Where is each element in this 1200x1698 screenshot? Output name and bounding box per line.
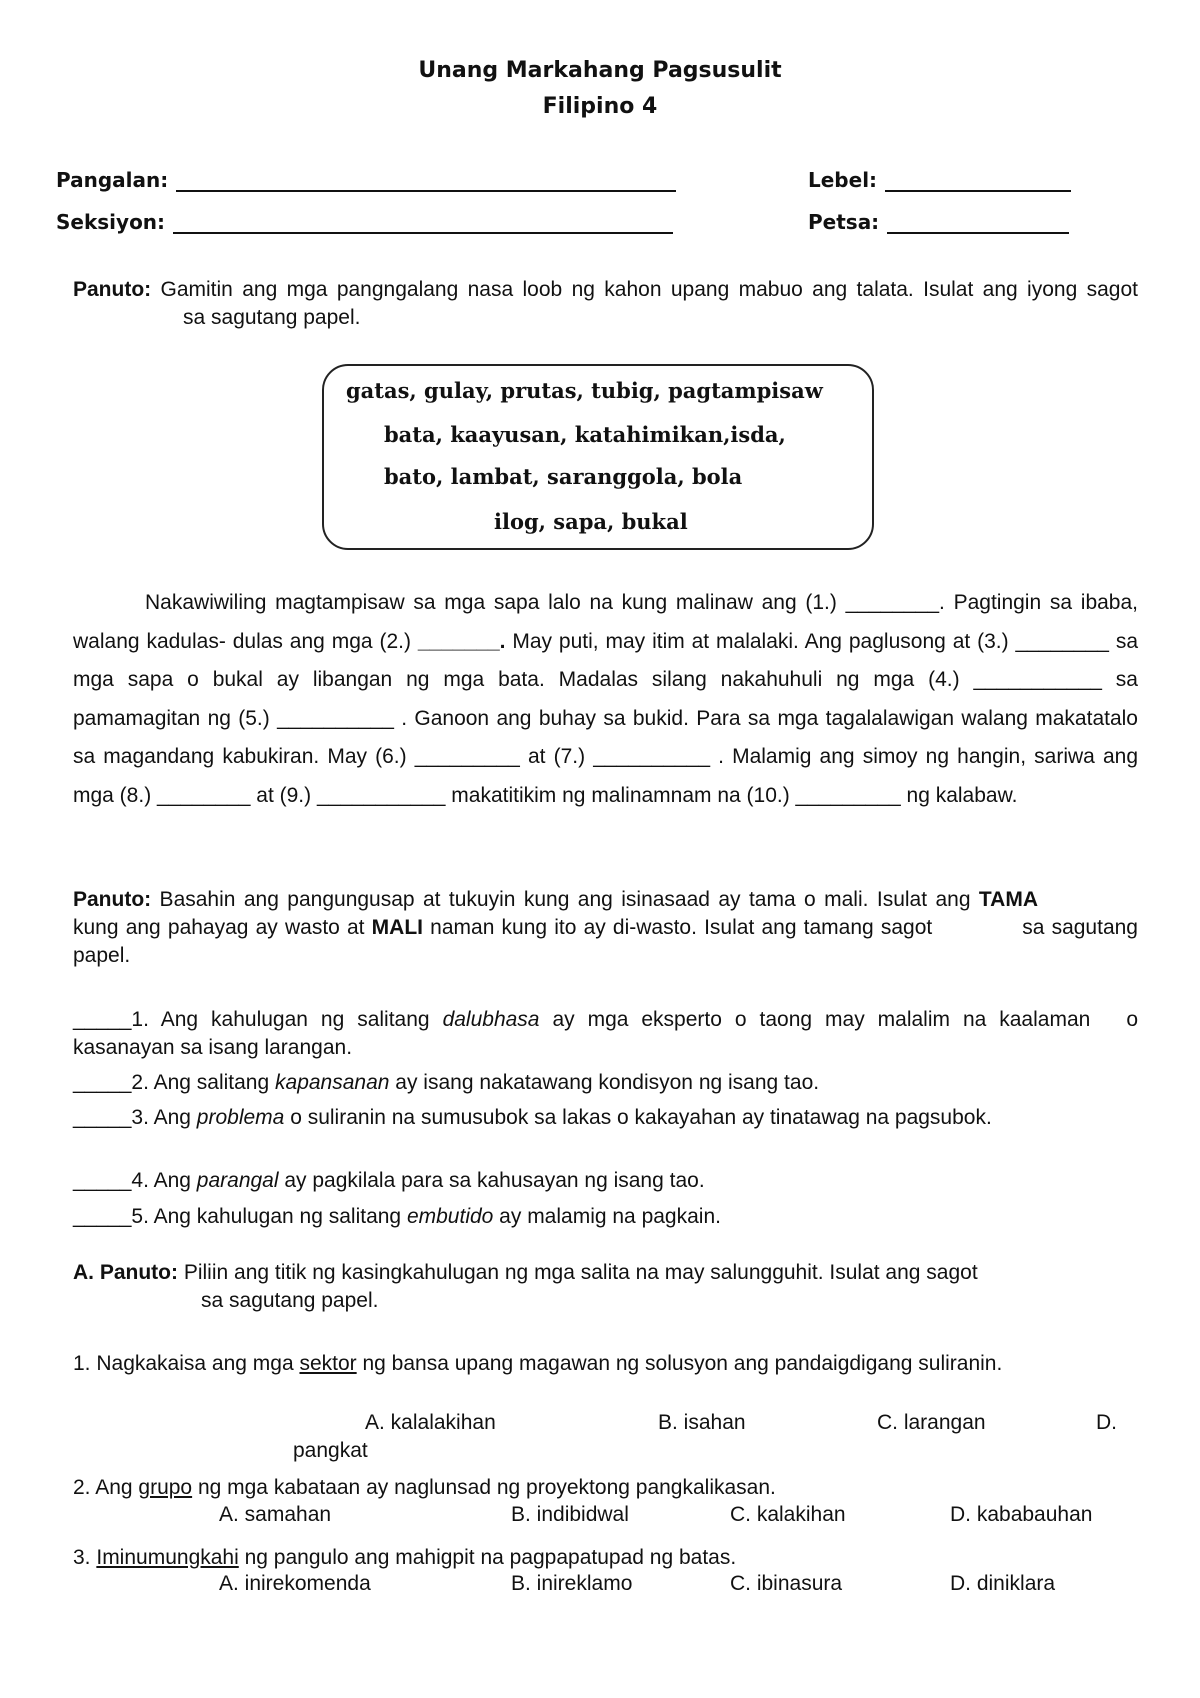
tf-prefix: _____4. Ang (73, 1169, 197, 1192)
mc-3-choice-b[interactable]: B. inireklamo (511, 1572, 633, 1595)
mc-1-choice-d-text[interactable]: pangkat (293, 1439, 368, 1462)
instruction-2 (73, 886, 1138, 970)
tf-item-2 (73, 1069, 1138, 1097)
tama-keyword: TAMA (978, 888, 1038, 911)
instruction-3-text-a: Piliin ang titik ng kasingkahulugan ng mga salita na may salungguhit. Isulat ang sagot (178, 1261, 978, 1284)
tf-item-3 (73, 1104, 1138, 1132)
tf-term: parangal (196, 1169, 279, 1192)
mc-1-choice-b[interactable]: B. isahan (658, 1411, 746, 1434)
instruction-1-text-b: sa sagutang papel. (183, 306, 361, 329)
tf-term: dalubhasa (442, 1008, 540, 1031)
mc-prefix: 2. Ang (73, 1476, 139, 1499)
tf-prefix: _____2. Ang salitang (73, 1071, 276, 1094)
date-line[interactable] (887, 212, 1069, 234)
mc-1-choice-a[interactable]: A. kalalakihan (365, 1411, 496, 1434)
tf-prefix: _____5. Ang kahulugan ng salitang (73, 1205, 407, 1228)
mc-suffix: ng bansa upang magawan ng solusyon ang pandaigdigang suliranin. (356, 1352, 1003, 1375)
mc-item-3 (73, 1544, 1138, 1572)
mc-3-choice-a[interactable]: A. inirekomenda (219, 1572, 371, 1595)
mc-prefix: 3. (73, 1546, 97, 1569)
word-box-line: bata, kaayusan, katahimikan,isda, (384, 422, 786, 447)
tf-prefix: _____1. Ang kahulugan ng salitang (73, 1008, 443, 1031)
word-box (322, 364, 874, 550)
mali-keyword: MALI (371, 916, 423, 939)
mc-term: grupo (138, 1476, 193, 1499)
tf-suffix: ay mga eksperto o taong may malalim na kaalaman (539, 1008, 1091, 1031)
tf-item-1 (73, 1006, 1138, 1062)
instruction-2-text-a: Basahin ang pangungusap at tukuyin kung ang isinasaad ay tama o mali. Isulat ang (151, 888, 979, 911)
mc-item-1 (73, 1350, 1138, 1378)
mc-suffix: ng mga kabataan ay naglunsad ng proyektong pangkalikasan. (192, 1476, 776, 1499)
instruction-2-label: Panuto: (73, 888, 152, 911)
tf-item-5 (73, 1203, 1138, 1231)
instruction-1 (73, 276, 1138, 332)
instruction-2-text-c: naman kung ito ay di-wasto. Isulat ang tamang sagot (423, 916, 933, 939)
section-line[interactable] (173, 212, 673, 234)
section-label: Seksiyon: (56, 210, 166, 234)
mc-3-choice-d[interactable]: D. diniklara (950, 1572, 1056, 1595)
tf-suffix: ay isang nakatawang kondisyon ng isang tao. (389, 1071, 820, 1094)
mc-suffix: ng pangulo ang mahigpit na pagpapatupad ng batas. (238, 1546, 737, 1569)
mc-item-2 (73, 1474, 1138, 1502)
paragraph-part-1: Nakawiwiling magtampisaw sa mga sapa lalo na kung malinaw ang (1.) ________. Pagtingin sa ibaba, walang kadulas- dulas ang mga (2.) (73, 591, 1138, 653)
tf-term: embutido (406, 1205, 494, 1228)
mc-2-choice-b[interactable]: B. indibidwal (511, 1503, 629, 1526)
exam-subject: Filipino 4 (542, 94, 658, 119)
tf-prefix: _____3. Ang (73, 1106, 197, 1129)
name-label: Pangalan: (56, 168, 169, 192)
level-field (808, 168, 1071, 192)
cloze-paragraph (73, 584, 1138, 815)
word-box-line: bato, lambat, saranggola, bola (384, 464, 743, 489)
tf-term: problema (196, 1106, 285, 1129)
instruction-3-label: A. Panuto: (73, 1261, 178, 1284)
mc-prefix: 1. Nagkakaisa ang mga (73, 1352, 300, 1375)
mc-term: Iminumungkahi (96, 1546, 239, 1569)
tf-item-4 (73, 1167, 1138, 1195)
instruction-1-label: Panuto: (73, 278, 152, 301)
tf-suffix: o suliranin na sumusubok sa lakas o kakayahan ay tinatawag na pagsubok. (284, 1106, 992, 1129)
blank-2: _______. (417, 629, 506, 653)
level-label: Lebel: (808, 168, 878, 192)
instruction-2-text-d: sa sagutang papel. (73, 916, 1138, 967)
name-field (56, 168, 676, 192)
mc-2-choice-c[interactable]: C. kalakihan (730, 1503, 846, 1526)
word-box-line: gatas, gulay, prutas, tubig, pagtampisaw (346, 378, 823, 403)
paragraph-part-2: May puti, may itim at malalaki. Ang paglusong at (3.) ________ sa mga sapa o bukal ay libangan ng mga bata. Madalas silang nakahuhuli ng mga (4.) ___________ sa pamamagitan ng (5.) __________ . Ganoon ang buhay sa bukid. Para sa mga tagalalawigan walang makatatalo sa magandang kabukiran. May (6.) _________ at (7.) __________ . Malamig ang simoy ng hangin, sariwa ang mga (8.) ________ at (9.) ___________ makatitikim ng malinamnam na (10.) _________ ng kalabaw. (73, 629, 1138, 807)
instruction-1-text-a: Gamitin ang mga pangngalang nasa loob ng kahon upang mabuo ang talata. Isulat ang iyong sagot (151, 278, 1138, 301)
tf-suffix-2: o kasanayan sa isang larangan. (73, 1008, 1138, 1059)
mc-1-choice-c[interactable]: C. larangan (877, 1411, 986, 1434)
mc-3-choice-c[interactable]: C. ibinasura (730, 1572, 843, 1595)
section-field (56, 210, 673, 234)
name-line[interactable] (176, 170, 676, 192)
date-field (808, 210, 1069, 234)
tf-suffix: ay malamig na pagkain. (493, 1205, 721, 1228)
level-line[interactable] (885, 170, 1071, 192)
tf-term: kapansanan (275, 1071, 390, 1094)
mc-1-choice-d[interactable]: D. (1096, 1411, 1117, 1434)
mc-2-choice-d[interactable]: D. kababauhan (950, 1503, 1093, 1526)
instruction-2-text-b: kung ang pahayag ay wasto at (73, 916, 372, 939)
instruction-3 (73, 1259, 1138, 1315)
instruction-3-text-b: sa sagutang papel. (201, 1289, 379, 1312)
tf-suffix: ay pagkilala para sa kahusayan ng isang tao. (278, 1169, 705, 1192)
word-box-line: ilog, sapa, bukal (494, 509, 688, 534)
mc-2-choice-a[interactable]: A. samahan (219, 1503, 332, 1526)
date-label: Petsa: (808, 210, 880, 234)
mc-term: sektor (299, 1352, 357, 1375)
exam-title: Unang Markahang Pagsusulit (418, 58, 782, 83)
